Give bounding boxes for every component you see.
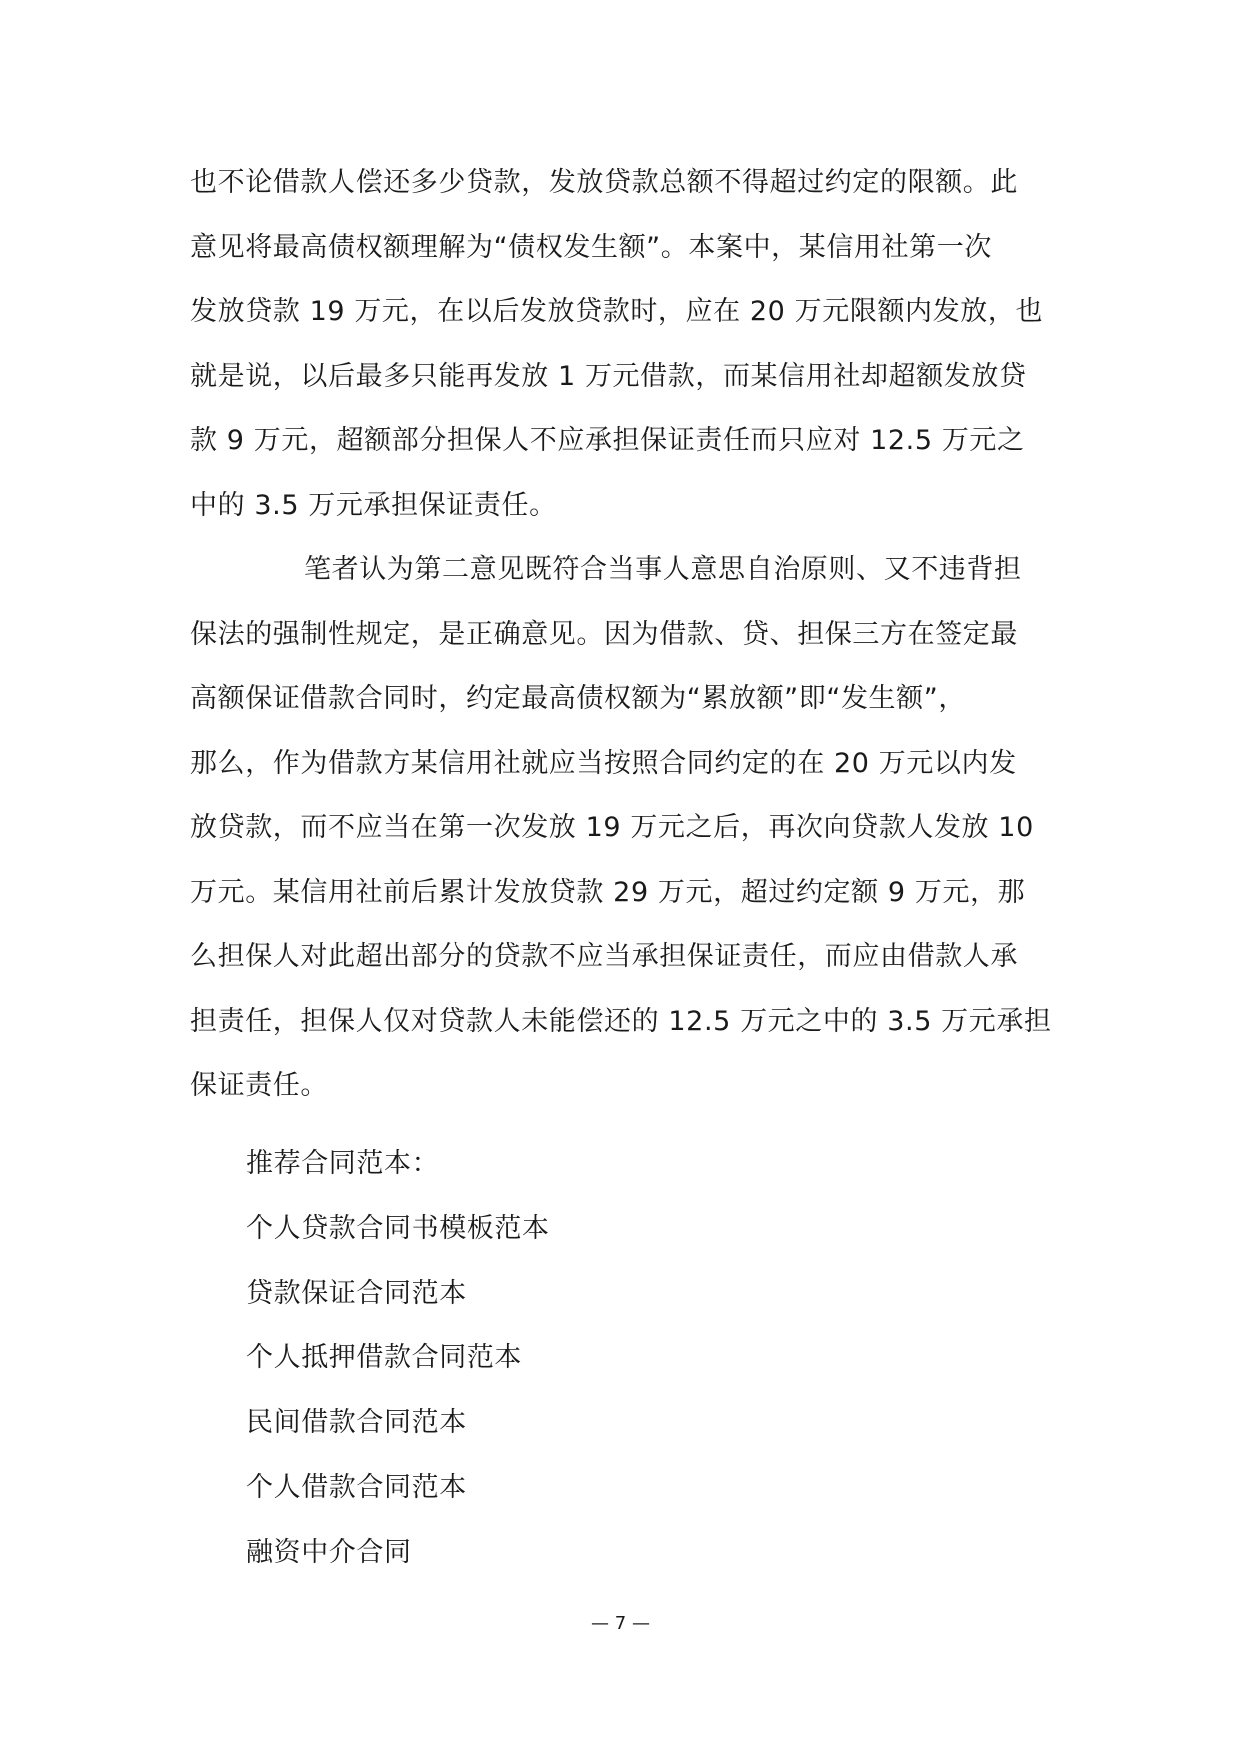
text-line: 担责任，担保人仅对贷款人未能偿还的 12.5 万元之中的 3.5 万元承担 [190, 1005, 1052, 1037]
text-line: 放贷款，而不应当在第一次发放 19 万元之后，再次向贷款人发放 10 [190, 812, 1034, 843]
text-line: 么担保人对此超出部分的贷款不应当承担保证责任，而应由借款人承 [190, 941, 1018, 972]
text-line: 也不论借款人偿还多少贷款，发放贷款总额不得超过约定的限额。此 [190, 167, 1018, 198]
text-line: 保证责任。 [190, 1070, 328, 1101]
paragraph-1 [190, 151, 1060, 538]
text-line: 中的 3.5 万元承担保证责任。 [190, 489, 557, 521]
recommended-heading: 推荐合同范本： [246, 1148, 440, 1179]
template-link[interactable]: 个人贷款合同书模板范本 [246, 1212, 550, 1244]
text-line: 那么，作为借款方某信用社就应当按照合同约定的在 20 万元以内发 [190, 747, 1017, 779]
text-line: 发放贷款 19 万元，在以后发放贷款时，应在 20 万元限额内发放，也 [190, 296, 1044, 327]
body-text [190, 151, 1060, 1119]
template-link[interactable]: 贷款保证合同范本 [246, 1277, 467, 1309]
text-line: 就是说，以后最多只能再发放 1 万元借款，而某信用社却超额发放贷 [190, 360, 1027, 392]
page-number: — 7 — [591, 1613, 650, 1634]
paragraph-2 [190, 538, 1060, 1119]
template-link[interactable]: 民间借款合同范本 [246, 1407, 467, 1439]
text-line: 款 9 万元，超额部分担保人不应承担保证责任而只应对 12.5 万元之 [190, 425, 1025, 456]
text-line: 万元。某信用社前后累计发放贷款 29 万元，超过约定额 9 万元，那 [190, 876, 1026, 908]
template-link[interactable]: 融资中介合同 [246, 1536, 412, 1568]
text-line: 高额保证借款合同时，约定最高债权额为“累放额”即“发生额”， [190, 683, 966, 714]
text-line: 保法的强制性规定，是正确意见。因为借款、贷、担保三方在签定最 [190, 618, 1018, 650]
text-line: 意见将最高债权额理解为“债权发生额”。本案中，某信用社第一次 [190, 231, 992, 263]
template-link[interactable]: 个人抵押借款合同范本 [246, 1342, 522, 1374]
template-link[interactable]: 个人借款合同范本 [246, 1471, 467, 1503]
recommended-templates [246, 1132, 1026, 1586]
text-line: 笔者认为第二意见既符合当事人意思自治原则、又不违背担 [304, 554, 1022, 585]
